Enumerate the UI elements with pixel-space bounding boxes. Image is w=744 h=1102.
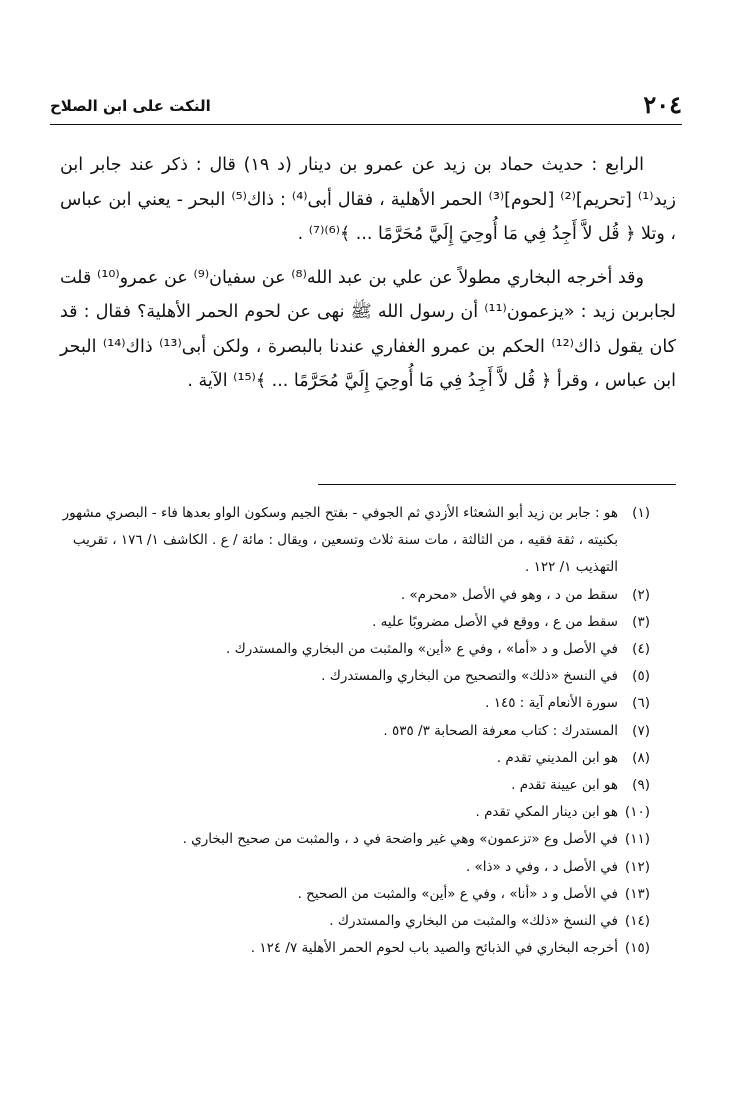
footnote-item [62, 881, 650, 908]
footnote-item [62, 690, 650, 717]
footnote-number: (٧) [632, 722, 650, 739]
footnote-number: (٣) [632, 613, 650, 630]
footnote-number: (١٤) [624, 913, 650, 930]
footnote-item [62, 799, 650, 826]
footnote-item [62, 772, 650, 799]
footnote-item [62, 745, 650, 772]
footnote-text: هو ابن المديني تقدم . [496, 749, 618, 766]
footnote-item [62, 854, 650, 881]
footnote-number: (١٢) [624, 858, 650, 875]
footnote-number: (١١) [624, 831, 650, 848]
footnote-item [62, 636, 650, 663]
footnotes-list [62, 500, 650, 962]
footnote-item [62, 582, 650, 609]
footnote-number: (١) [632, 505, 650, 521]
footnote-item [62, 826, 650, 853]
running-title: النكت على ابن الصلاح [50, 97, 211, 115]
footnote-text: في الأصل وع «تزعمون» وهي غير واضحة في د ، والمثبت من صحيح البخاري . [182, 831, 618, 848]
footnote-item [62, 718, 650, 745]
footnote-item [62, 935, 650, 962]
footnote-text: في الأصل و د «أما» ، وفي ع «أين» والمثبت من البخاري والمستدرك . [226, 641, 618, 658]
footnote-separator [318, 484, 676, 485]
footnote-number: (١٠) [624, 804, 650, 821]
footnote-item [62, 908, 650, 935]
footnote-text: في الأصل و د «أنا» ، وفي ع «أين» والمثبت من الصحيح . [297, 885, 618, 902]
footnote-number: (٨) [632, 749, 650, 766]
footnote-text: في الأصل د ، وفي د «ذا» . [465, 858, 618, 875]
footnote-item [62, 609, 650, 636]
footnote-text: في النسخ «ذلك» والمثبت من البخاري والمستدرك . [329, 913, 618, 930]
main-text [60, 148, 676, 408]
footnote-number: (٥) [632, 668, 650, 685]
footnote-text: أخرجه البخاري في الذبائح والصيد باب لحوم الحمر الأهلية ٧/ ١٢٤ . [250, 940, 618, 957]
footnote-number: (٦) [632, 695, 650, 712]
footnote-text: سورة الأنعام آية : ١٤٥ . [485, 695, 618, 712]
footnote-text: في النسخ «ذلك» والتصحيح من البخاري والمستدرك . [321, 668, 618, 685]
footnote-number: (٩) [632, 777, 650, 794]
footnote-number: (٢) [632, 586, 650, 603]
footnote-text: هو ابن دينار المكي تقدم . [475, 804, 618, 821]
footnote-item [62, 663, 650, 690]
footnote-text: المستدرك : كتاب معرفة الصحابة ٣/ ٥٣٥ . [383, 722, 618, 739]
page-header [50, 90, 682, 125]
footnote-item [62, 500, 650, 582]
footnote-number: (١٥) [624, 940, 650, 957]
footnote-text: سقط من ع ، ووقع في الأصل مضروبًا عليه . [372, 613, 618, 630]
footnote-number: (٤) [632, 641, 650, 658]
paragraph-bukhari-narration: وقد أخرجه البخاري مطولاً عن علي بن عبد الله⁽⁸⁾ عن سفيان⁽⁹⁾ عن عمرو⁽¹⁰⁾ قلت لجابربن زيد : «يزعمون⁽¹¹⁾ أن رسول الله ﷺ نهى عن لحوم الحمر الأهلية؟ فقال : قد كان يقول ذاك⁽¹²⁾ الحكم بن عمرو الغفاري عندنا بالبصرة ، ولكن أبى⁽¹³⁾ ذاك⁽¹⁴⁾ البحر ابن عباس ، وقرأ ﴿ قُل لاَّ أَجِدُ فِي مَا أُوحِيَ إِلَيَّ مُحَرَّمًا ... ﴾⁽¹⁵⁾ الآية . [60, 267, 676, 391]
footnote-text: هو ابن عيينة تقدم . [511, 777, 618, 794]
footnote-text: هو : جابر بن زيد أبو الشعثاء الأزدي ثم الجوفي - بفتح الجيم وسكون الواو بعدها فاء - البصري مشهور بكنيته ، ثقة فقيه ، من الثالثة ، مات سنة ثلاث وتسعين ، ويقال : مائة / ع . الكاشف ١/ ١٧٦ ، تقريب التهذيب ١/ ١٢٢ . [62, 505, 618, 576]
footnote-text: سقط من د ، وهو في الأصل «محرم» . [400, 586, 618, 603]
paragraph-fourth-hadith: الرابع : حديث حماد بن زيد عن عمرو بن دينار (د ١٩) قال : ذكر عند جابر ابن زيد⁽¹⁾ [تحريم]⁽²⁾ [لحوم]⁽³⁾ الحمر الأهلية ، فقال أبى⁽⁴⁾ : ذاك⁽⁵⁾ البحر - يعني ابن عباس ، وتلا ﴿ قُل لاَّ أَجِدُ فِي مَا أُوحِيَ إِلَيَّ مُحَرَّمًا ... ﴾⁽⁶⁾⁽⁷⁾ . [60, 155, 677, 244]
page-number: ٢٠٤ [643, 90, 682, 119]
footnote-number: (١٣) [624, 885, 650, 902]
